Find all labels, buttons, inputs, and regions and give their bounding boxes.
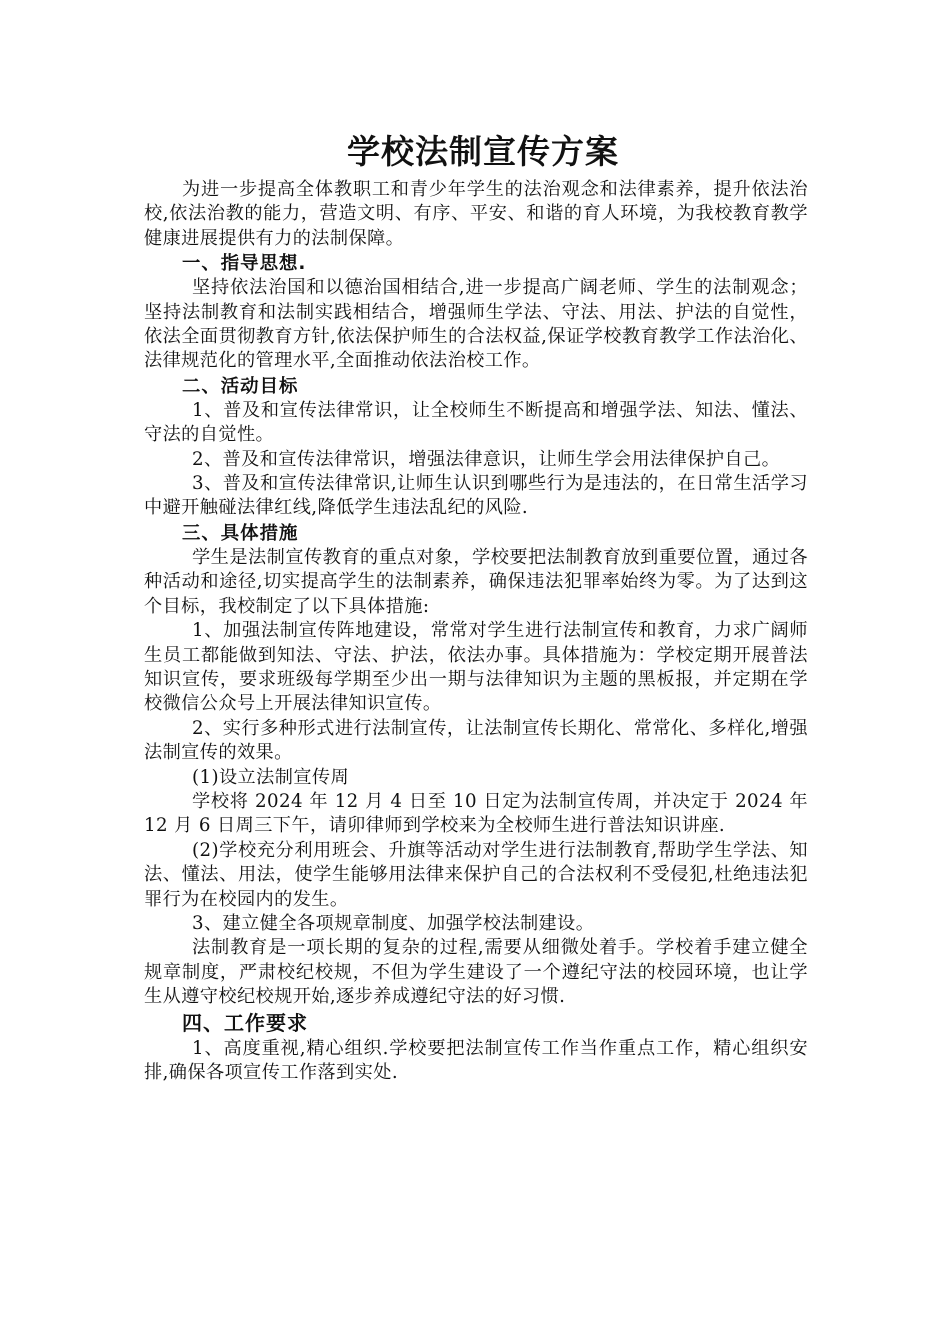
section1-heading: 一、指导思想.	[182, 253, 307, 275]
measure-item-1: 1、加强法制宣传阵地建设，常常对学生进行法制宣传和教育，力求广阔师生员工都能做到知法、守法、护法，依法办事。具体措施为：学校定期开展普法知识宣传，要求班级每学期至少出一期与法律知识为主题的黑板报，并定期在学校微信公众号上开展法律知识宣传。	[144, 620, 808, 715]
section1-body: 坚持依法治国和以德治国相结合,进一步提高广阔老师、学生的法制观念；坚持法制教育和法制实践相结合，增强师生学法、守法、用法、护法的自觉性，依法全面贯彻教育方针,依法保护师生的合法权益,保证学校教育教学工作法治化、法律规范化的管理水平,全面推动依法治校工作。	[144, 277, 808, 372]
goal-item-2: 2、普及和宣传法律常识，增强法律意识，让师生学会用法律保护自己。	[192, 448, 781, 470]
intro-paragraph: 为进一步提高全体教职工和青少年学生的法治观念和法律素养，提升依法治校,依法治教的能力，营造文明、有序、平安、和谐的育人环境，为我校教育教学健康进展提供有力的法制保障。	[144, 179, 808, 249]
document-page	[144, 126, 808, 1085]
goal-item-1: 1、普及和宣传法律常识，让全校师生不断提高和增强学法、知法、懂法、守法的自觉性。	[144, 399, 808, 446]
measure-item-3: 3、建立健全各项规章制度、加强学校法制建设。	[192, 912, 595, 934]
section4-heading: 四、工作要求	[182, 1010, 308, 1035]
document-title: 学校法制宣传方案	[347, 132, 619, 171]
goal-item-3: 3、普及和宣传法律常识,让师生认识到哪些行为是违法的，在日常生活学习中避开触碰法律红线,降低学生违法乱纪的风险.	[144, 473, 808, 519]
measure-sub2: (2)学校充分利用班会、升旗等活动对学生进行法制教育,帮助学生学法、知法、懂法、用法，使学生能够用法律来保护自己的合法权利不受侵犯,杜绝违法犯罪行为在校园内的发生。	[144, 839, 808, 910]
section3-heading: 三、具体措施	[182, 522, 299, 544]
measure-sub1-label: (1)设立法制宣传周	[192, 766, 350, 788]
section3-intro: 学生是法制宣传教育的重点对象，学校要把法制教育放到重要位置，通过各种活动和途径,切实提高学生的法制素养，确保违法犯罪率始终为零。为了达到这个目标，我校制定了以下具体措施:	[144, 546, 808, 617]
section2-heading: 二、活动目标	[182, 375, 299, 397]
measure-sub1-body: 学校将 2024 年 12 月 4 日至 10 日定为法制宣传周，并决定于 2024 年 12 月 6 日周三下午，请卯律师到学校来为全校师生进行普法知识讲座.	[144, 790, 808, 837]
requirement-item-1: 1、高度重视,精心组织.学校要把法制宣传工作当作重点工作，精心组织安排,确保各项宣传工作落到实处.	[144, 1037, 808, 1083]
measure-item-2: 2、实行多种形式进行法制宣传，让法制宣传长期化、常常化、多样化,增强法制宣传的效果。	[144, 717, 808, 764]
measure-item-3-body: 法制教育是一项长期的复杂的过程,需要从细微处着手。学校着手建立健全规章制度，严肃校纪校规，不但为学生建设了一个遵纪守法的校园环境，也让学生从遵守校纪校规开始,逐步养成遵纪守法的好习惯.	[144, 937, 808, 1008]
